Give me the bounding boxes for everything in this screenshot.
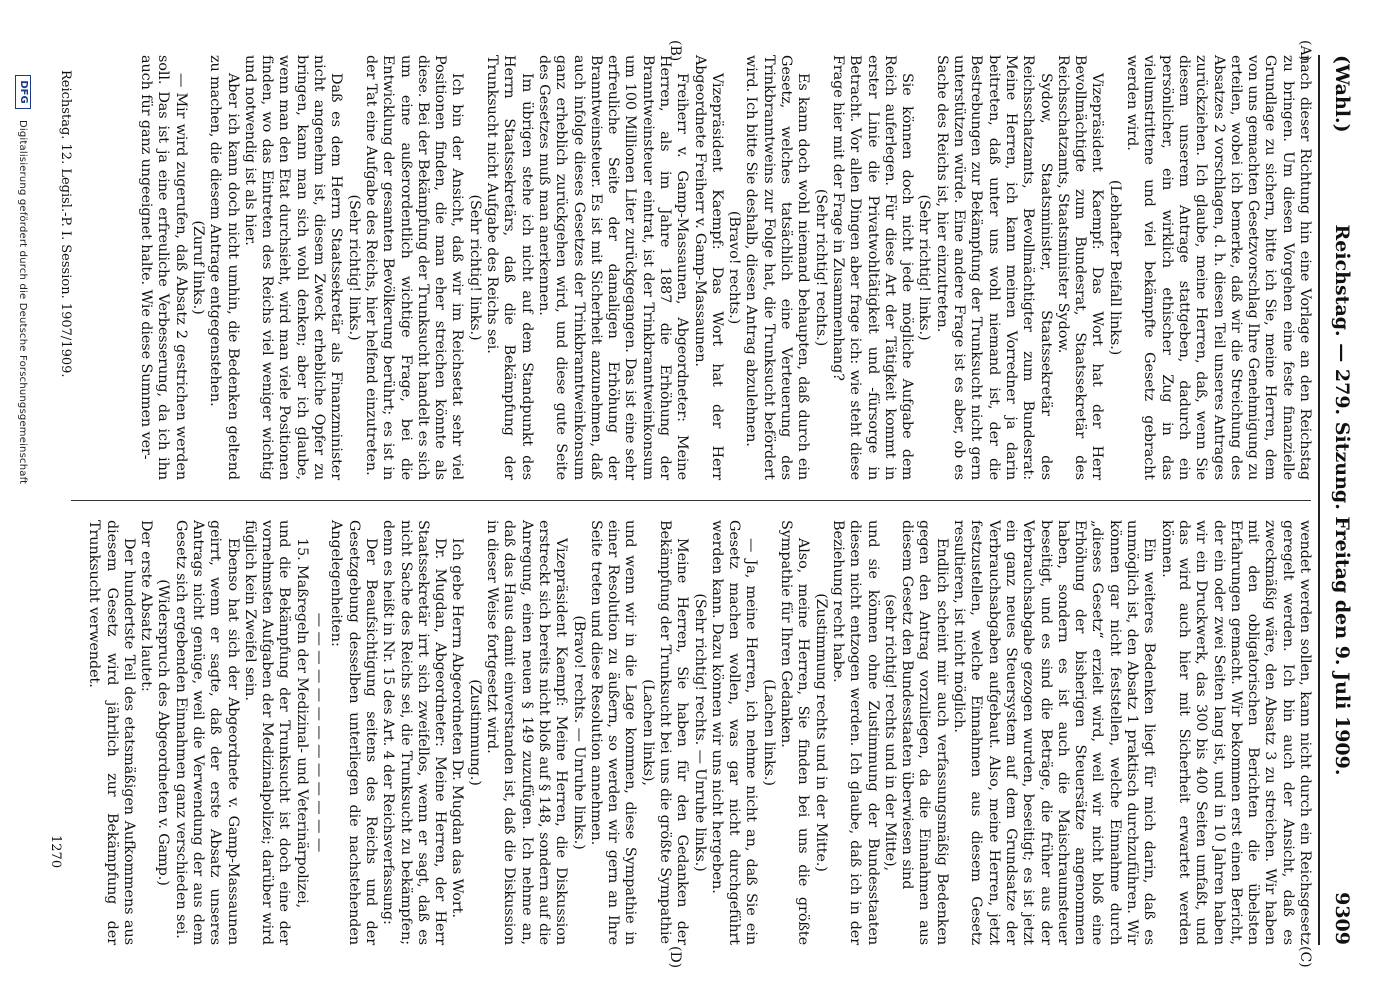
paragraph: (Lebhafter Beifall links.): [1106, 179, 1123, 356]
paragraph: (Bravo! rechts.): [726, 210, 743, 325]
footer-source: Reichstag. 12. Legisl.-P. I. Session. 1907/1909.: [58, 70, 73, 378]
header-title: Reichstag. — 279. Sitzung. Freitag den 9. Juli 1909.: [1331, 224, 1353, 776]
header-rule: [1318, 55, 1320, 945]
paragraph: (Lachen links),: [639, 679, 656, 786]
paragraph: (Sehr richtig! links.): [916, 194, 933, 341]
paragraph: Meine Herren, Sie haben für den Gedanken der Bekämpfung der Trunksucht bei uns die größte Sympathie: [657, 520, 691, 945]
margin-marker-a: (A): [1297, 40, 1313, 62]
paragraph: (Sehr richtig! rechts. — Unruhe links.): [691, 593, 708, 872]
paragraph: Vizepräsident Kaempf: Das Wort hat der Herr Bevollmächtigte zum Bundesrat, Staatssekretär des Reichsschatzamts, Staatsminister Sydow.: [1054, 55, 1106, 480]
header-page-number: 9309: [1331, 892, 1353, 945]
paragraph: wendet werden sollen, kann nicht durch ein Reichsgesetz geregelt werden. Ich bin auch der Ansicht, daß es zweckmäßig wäre, den Absatz 3 zu streichen. Wir haben mit den obligatorischen Berichten die übelsten Erfahrungen gemacht. Wir bekommen erst einen Bericht, der ein oder zwei Seiten lang ist, und in 10 Jahren haben wir ein Druckwerk, das 300 bis 400 Seiten umfaßt, und das wird auch hier mit Sicherheit erwartet werden können.: [1158, 520, 1313, 945]
paragraph: (Sehr richtig! links.): [466, 194, 483, 341]
paragraph: und wenn wir in die Lage kommen, diese Sympathie in einer Resolution zu äußern, so werden wir gern an Ihre Seite treten und diese Resolution annehmen.: [587, 520, 639, 945]
paragraph: (Zustimmung.): [466, 679, 483, 786]
column-divider: [71, 500, 1311, 501]
paragraph: Ebenso hat sich der Abgeordnete v. Gamp-Massaunen geirrt, wenn er sagte, daß der erste Absatz unseres Antrags nicht genüge, weil die Verwendung der aus dem Gesetz sich ergebenden Einnahmen ganz verschieden sei.: [172, 520, 241, 945]
paragraph: Freiherr v. Gamp-Massaunen, Abgeordneter: Meine Herren, als im Jahre 1887 die Erhöhung der Branntweinsteuer eintrat, ist der Trinkbranntweinkonsum um 100 Millionen Liter zurückgegangen. Das ist eine sehr erfreuliche Seite der damaligen Erhöhung der Branntweinsteuer. Es ist mit Sicherheit anzunehmen, daß auch infolge dieses Gesetzes der Trinkbranntweinkonsum ganz erheblich zurückgehen wird, und diese gute Seite des Gesetzes muß man anerkennen.: [535, 55, 691, 480]
paragraph: (Zuruf links.): [190, 220, 206, 315]
page-header: [1327, 55, 1353, 945]
paragraph: Daß es dem Herrn Staatssekretär als Finanzminister nicht angenehm ist, diesem Zweck erhebliche Opfer zu bringen, kann man sich wohl denken; aber ich glaube, wenn man den Etat durchsieht, wird man viele Positionen finden, wo das Eintreten des Reichs viel weniger wichtig und notwendig ist als hier.: [241, 55, 345, 480]
paragraph: Endlich scheint mir auch verfassungsmäßig Bedenken gegen den Antrag vorzuliegen, da die Einnahmen aus diesem Gesetz den Bundesstaaten überwiesen sind: [899, 520, 950, 945]
paragraph: (Sehr richtig! rechts.): [812, 188, 829, 347]
paragraph: — Ja, meine Herren, ich nehme nicht an, daß Sie ein Gesetz machen wollen, was gar nicht durchgeführt werden kann. Dazu können wir uns nicht hergeben.: [708, 520, 760, 945]
left-column: [137, 55, 1313, 480]
paragraph: (Bravo! rechts. — Unruhe links.): [570, 615, 587, 850]
paragraph: Vizepräsident Kaempf: Meine Herren, die Diskussion erstreckt sich bereits nicht bloß auf § 148, sondern auf die Anregung, einen neuen § 149 zuzufügen. Ich nehme an, daß das Haus damit einverstanden ist, daß die Diskussion in dieser Weise fortgesetzt wird.: [484, 520, 570, 945]
paragraph: Sydow, Staatsminister, Staatssekretär des Reichsschatzamts, Bevollmächtigter zum Bundesrat: Meine Herren, ich kann meinen Vorredner ja darin beitreten, daß unter uns wohl niemand ist, der die Bestrebungen zur Bekämpfung der Trunksucht nicht gern unterstützen würde. Eine andere Frage ist es aber, ob es Sache des Reichs ist, hier einzutreten.: [933, 55, 1054, 480]
paragraph: — — — — — — — — — — — — —: [311, 612, 328, 853]
paragraph: Ich bin der Ansicht, daß wir im Reichsetat sehr viel Positionen finden, die man eher streichen könnte als diese. Bei der Bekämpfung der Trunksucht handelt es sich um eine außerordentlich wichtige Frage, bei die Entwicklung der gesamten Bevölkerung berührt; es ist in der Tat eine Aufgabe des Reichs, hier helfend einzutreten.: [362, 55, 466, 480]
paragraph: Vizepräsident Kaempf: Das Wort hat der Herr Abgeordnete Freiherr v. Gamp-Massaunen.: [691, 55, 725, 480]
right-column: [85, 520, 1313, 945]
paragraph: Im übrigen stehe ich nicht auf dem Standpunkt des Herrn Staatssekretärs, daß die Bekämpfung der Trunksucht nicht Aufgabe des Reichs sei.: [484, 55, 535, 480]
paragraph: Aber ich kann doch nicht umhin, die Bedenken geltend zu machen, die diesem Antrage entgegenstehen.: [207, 55, 241, 480]
dfg-logo: DFG: [15, 75, 31, 109]
paragraph: — Mir wird zugerufen, daß Absatz 2 gestrichen werden soll. Das ist ja eine erfreuliche Verbesserung, da ich ihn auch für ganz ungeeignet halte. Wie diese Summen ver-: [138, 55, 189, 480]
paragraph: und die Bekämpfung der Trunksucht ist doch eine der vornehmsten Aufgaben der Medizinalpolizei; darüber wird füglich kein Zweifel sein.: [241, 520, 293, 945]
paragraph: und sie können ohne Zustimmung der Bundesstaaten diesen nicht entzogen werden. Ich glaube, daß ich in der Beziehung recht habe.: [829, 520, 881, 945]
header-left: (Wahl.): [1331, 55, 1353, 133]
paragraph: (Zustimmung rechts und in der Mitte.): [812, 593, 829, 872]
paragraph: Der erste Absatz lautet:: [138, 520, 155, 692]
paragraph: Der Beaufsichtigung seitens des Reichs und der Gesetzgebung desselben unterliegen die nachstehenden Angelegenheiten:: [328, 520, 379, 945]
paragraph: Ich gebe Herrn Abgeordneten Dr. Mugdan das Wort.: [449, 538, 466, 918]
paragraph: (sehr richtig! rechts und in der Mitte),: [881, 593, 898, 872]
margin-marker-d: (D): [667, 946, 683, 969]
paragraph: 15. Maßregeln der Medizinal- und Veterinärpolizei,: [293, 538, 310, 909]
margin-marker-b: (B): [667, 40, 683, 62]
paragraph: Es kann doch wohl niemand behaupten, daß durch ein Gesetz, welches tatsächlich eine Verteuerung des Trinkbranntweins zur Folge hat, die Trunksucht befördert wird. Ich bitte Sie deshalb, diesen Antrag abzulehnen.: [743, 55, 812, 480]
footer-number: 1270: [48, 835, 63, 869]
paragraph: (Sehr richtig! links.): [345, 194, 362, 341]
paragraph: Dr. Mugdan, Abgeordneter: Meine Herren, der Herr Staatssekretär irrt sich zweifellos, wenn er sagt, daß es nicht Sache des Reichs sei, die Trunksucht zu bekämpfen; denn es heißt in Nr. 15 des Art. 4 der Reichsverfassung:: [380, 520, 449, 945]
margin-marker-c: (C): [1297, 946, 1313, 968]
paragraph: Der hundertste Teil des etatsmäßigen Aufkommens aus diesem Gesetz wird jährlich zur Bekämpfung der Trunksucht verwendet.: [86, 520, 137, 945]
paragraph: (Widerspruch des Abgeordneten v. Gamp.): [155, 579, 172, 886]
paragraph: Sie können doch nicht jede mögliche Aufgabe dem Reich auferlegen. Für diese Art der Tätigkeit kommt in erster Linie die Privatwohltätigkeit und -fürsorge in Betracht. Vor allen Dingen aber frage ich: wie steht diese Frage hier mit der Frage in Zusammenhang?: [829, 55, 916, 480]
paragraph: nach dieser Richtung hin eine Vorlage an den Reichstag zu bringen. Um diesen Vorgehen eine feste finanzielle Grundlage zu sichern, bitte ich Sie, meine Herren, dem von uns gemachten Gesetzvorschlag Ihre Genehmigung zu erteilen, wobei ich bemerke, daß wir die Streichung des Absatzes 2 vorschlagen, d. h. diesen Teil unseres Antrages zurückziehen. Ich glaube, meine Herren, daß, wenn Sie diesem unserem Antrage stattgeben, dadurch ein persönlicher, ein wirklich ethischer Zug in das vielumstrittene und viel bekämpfte Gesetz gebracht werden wird.: [1124, 55, 1313, 480]
paragraph: (Lachen links.): [760, 679, 777, 786]
paragraph: Also, meine Herren, Sie finden bei uns die größte Sympathie für Ihren Gedanken.: [778, 520, 812, 945]
paragraph: Ein weiteres Bedenken liegt für mich darin, daß es unmöglich ist, den Absatz 1 praktisch durchzuführen. Wir können gar nicht feststellen, welche Einnahme durch „dieses Gesetz“ erzielt wird, weil wir nicht bloß eine Erhöhung der bisherigen Steuersätze angenommen haben, sondern es ist auch die Maischraumsteuer beseitigt, und es sind die Beträge, die früher aus der Verbrauchsabgabe gezogen wurden, beseitigt; es ist jetzt ein ganz neues Steuersystem auf dem Grundsatze der Verbrauchsabgaben aufgebaut. Also, meine Herren, jetzt festzustellen, welche Einnahmen aus diesem Gesetz resultieren, ist nicht möglich.: [951, 520, 1158, 945]
funding-note: Digitalisierung gefördert durch die Deutsche Forschungsgemeinschaft: [17, 120, 28, 485]
